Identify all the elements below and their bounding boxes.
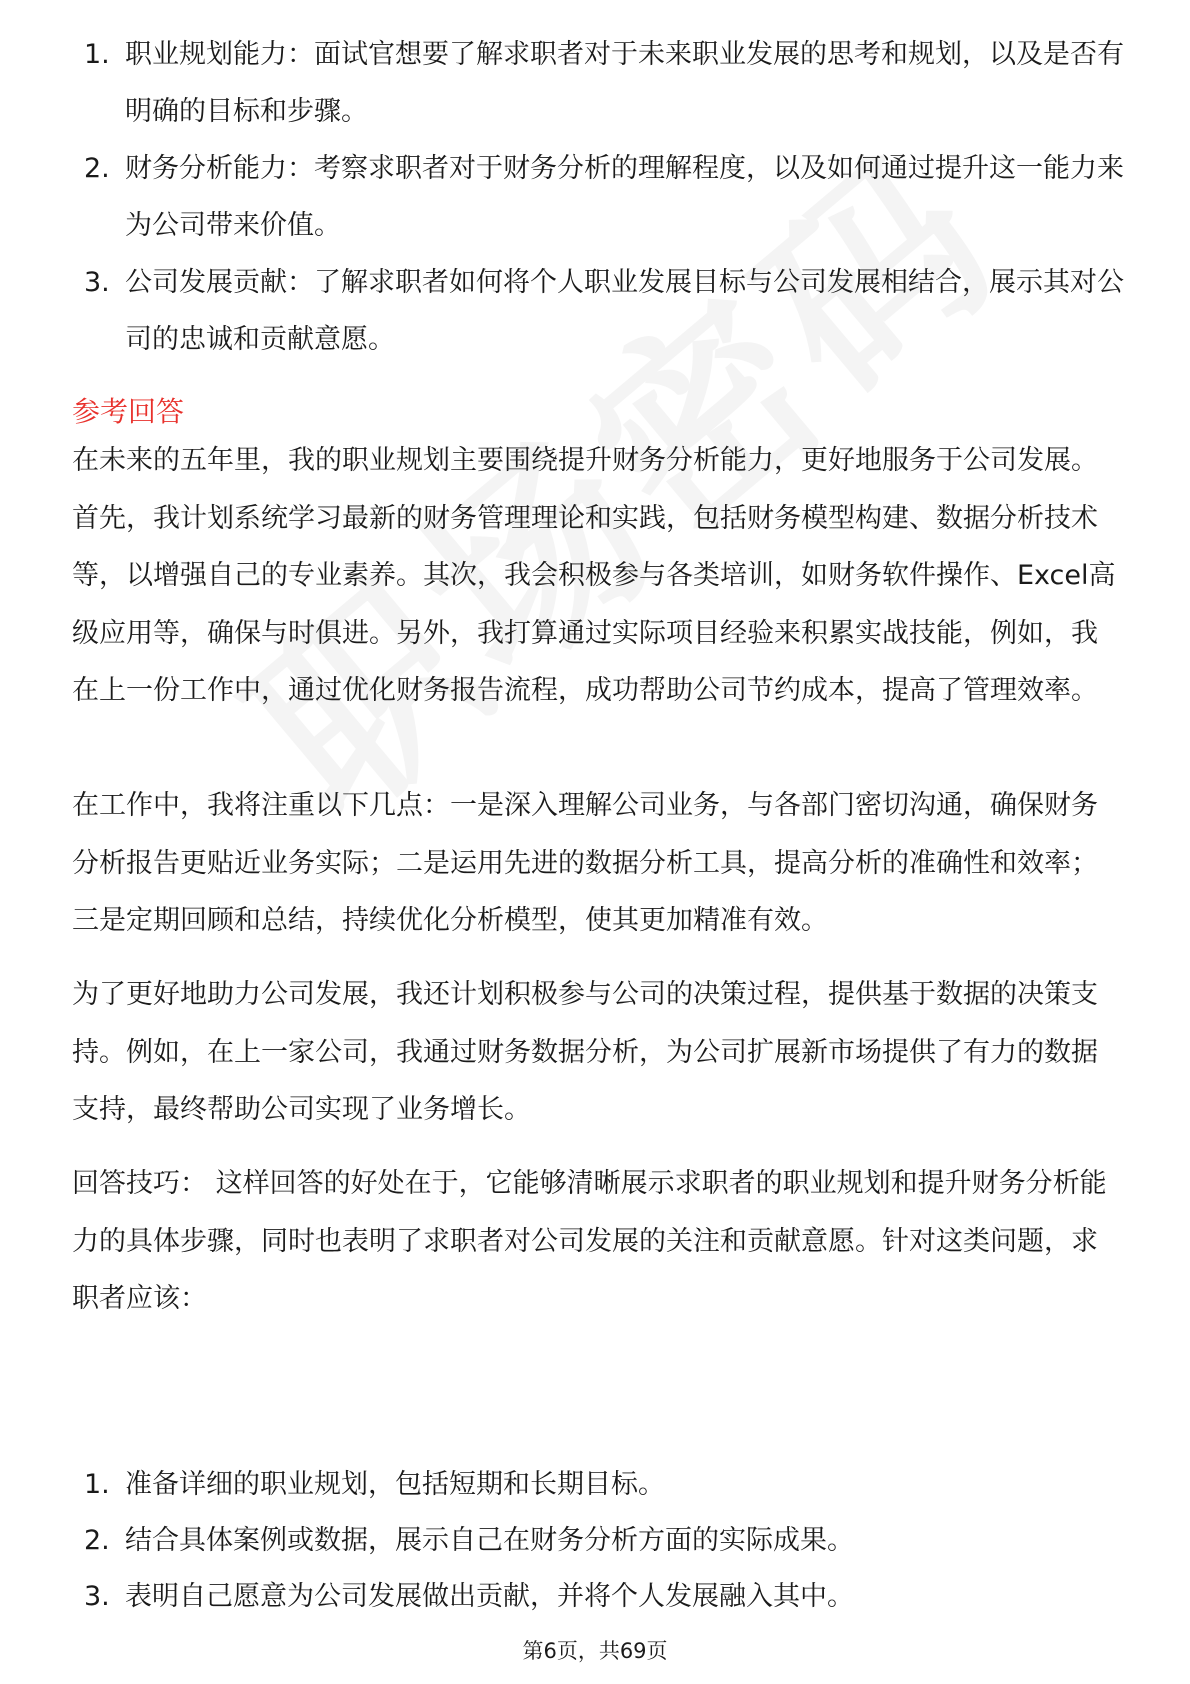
section-heading: 参考回答 [72,395,185,428]
list-item [0,1513,1190,1569]
criteria-list [0,26,1190,368]
list-number: 3. [84,1581,110,1612]
list-item [0,1569,1190,1625]
list-number: 3. [84,267,110,298]
answer-paragraph: 在未来的五年里，我的职业规划主要围绕提升财务分析能力，更好地服务于公司发展。首先，我计划系统学习最新的财务管理理论和实践，包括财务模型构建、数据分析技术等，以增强自己的专业素养。其次，我会积极参与各类培训，如财务软件操作、Excel高级应用等，确保与时俱进。另外，我打算通过实际项目经验来积累实战技能，例如，我在上一份工作中，通过优化财务报告流程，成功帮助公司节约成本，提高了管理效率。 [72,445,1116,706]
list-item [0,1457,1190,1513]
tips-list [0,1457,1190,1625]
list-text: 表明自己愿意为公司发展做出贡献，并将个人发展融入其中。 [125,1581,854,1612]
page-number-footer: 第6页，共69页 [522,1639,668,1663]
answer-paragraph: 在工作中，我将注重以下几点：一是深入理解公司业务，与各部门密切沟通，确保财务分析报告更贴近业务实际；二是运用先进的数据分析工具，提高分析的准确性和效率；三是定期回顾和总结，持续优化分析模型，使其更加精准有效。 [72,790,1098,936]
list-text: 公司发展贡献：了解求职者如何将个人职业发展目标与公司发展相结合，展示其对公司的忠诚和贡献意愿。 [125,267,1124,355]
list-number: 2. [84,1525,110,1556]
list-text: 准备详细的职业规划，包括短期和长期目标。 [125,1469,665,1500]
list-item [0,254,1190,368]
tips-paragraph: 回答技巧： 这样回答的好处在于，它能够清晰展示求职者的职业规划和提升财务分析能力的具体步骤，同时也表明了求职者对公司发展的关注和贡献意愿。针对这类问题，求职者应该： [72,1168,1107,1314]
list-item [0,140,1190,254]
answer-paragraph: 为了更好地助力公司发展，我还计划积极参与公司的决策过程，提供基于数据的决策支持。例如，在上一家公司，我通过财务数据分析，为公司扩展新市场提供了有力的数据支持，最终帮助公司实现了业务增长。 [72,979,1098,1125]
list-text: 财务分析能力：考察求职者对于财务分析的理解程度，以及如何通过提升这一能力来为公司带来价值。 [125,153,1124,241]
list-text: 结合具体案例或数据，展示自己在财务分析方面的实际成果。 [125,1525,854,1556]
list-item [0,26,1190,140]
list-number: 1. [84,39,110,70]
list-text: 职业规划能力：面试官想要了解求职者对于未来职业发展的思考和规划，以及是否有明确的目标和步骤。 [125,39,1124,127]
list-number: 1. [84,1469,110,1500]
list-number: 2. [84,153,110,184]
